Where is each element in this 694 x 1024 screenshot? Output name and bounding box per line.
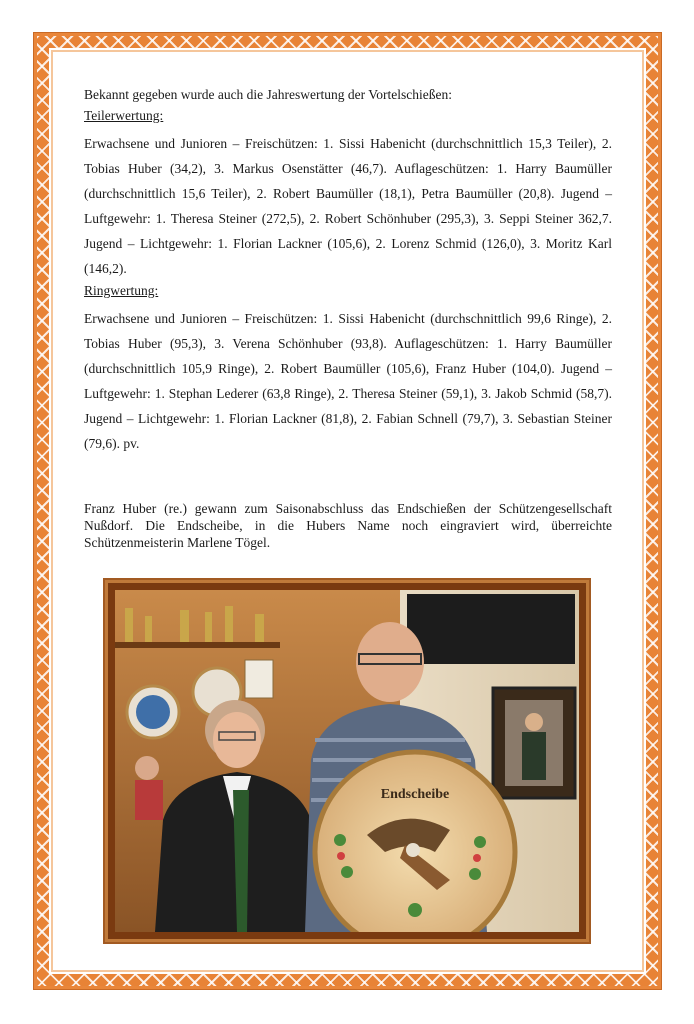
photo-frame bbox=[103, 578, 591, 944]
trophy-shelf bbox=[115, 642, 280, 648]
teiler-heading: Teilerwertung: bbox=[84, 108, 164, 123]
teiler-paragraph: Erwachsene und Junioren – Freischützen: 1. Sissi Habenicht (durchschnittlich 15,3 Teiler), 2. Tobias Huber (34,2), 3. Markus Osenstätter (46,7). Auflageschützen: 1. Harry Baumüller (durchschnittlich 15,6 Teiler), 2. Robert Baumüller (18,1), Petra Baumüller (20,8). Jugend – Luftgewehr: 1. Theresa Steiner (272,5), 2. Robert Schönhuber (295,3), 3. Seppi Steiner 362,7. Jugend – Lichtgewehr: 1. Florian Lackner (105,6), 2. Lorenz Schmid (126,0), 3. Moritz Karl (146,2). bbox=[84, 136, 612, 276]
background-person bbox=[135, 756, 159, 780]
target-label: Endscheibe bbox=[380, 787, 450, 802]
article-body bbox=[84, 87, 612, 456]
tv-screen bbox=[407, 594, 575, 664]
certificate bbox=[245, 660, 273, 698]
man-face bbox=[356, 622, 424, 702]
award-photo bbox=[115, 590, 579, 932]
ring-paragraph: Erwachsene und Junioren – Freischützen: 1. Sissi Habenicht (durchschnittlich 99,6 Ringe), 2. Tobias Huber (95,3), 3. Verena Schönhuber (93,8). Auflageschützen: 1. Harry Baumüller (durchschnittlich 105,9 Ringe), 2. Robert Baumüller (105,6), Franz Huber (104,0). Jugend – Luftgewehr: 1. Stephan Lederer (63,8 Ringe), 2. Theresa Steiner (59,1), 3. Jakob Schmid (58,7). Jugend – Lichtgewehr: 1. Florian Lackner (81,8), 2. Fabian Schnell (79,7), 3. Sebastian Steiner (79,6). pv. bbox=[84, 311, 612, 451]
photo-caption: Franz Huber (re.) gewann zum Saisonabschluss das Endschießen der Schützengesellschaft Nußdorf. Die Endscheibe, in die Hubers Name noch eingraviert wird, überreichte Schützenmeisterin Marlene Tögel. bbox=[84, 500, 612, 550]
intro-line: Bekannt gegeben wurde auch die Jahreswertung der Vortelschießen: bbox=[84, 87, 453, 102]
ring-heading: Ringwertung: bbox=[84, 283, 159, 298]
